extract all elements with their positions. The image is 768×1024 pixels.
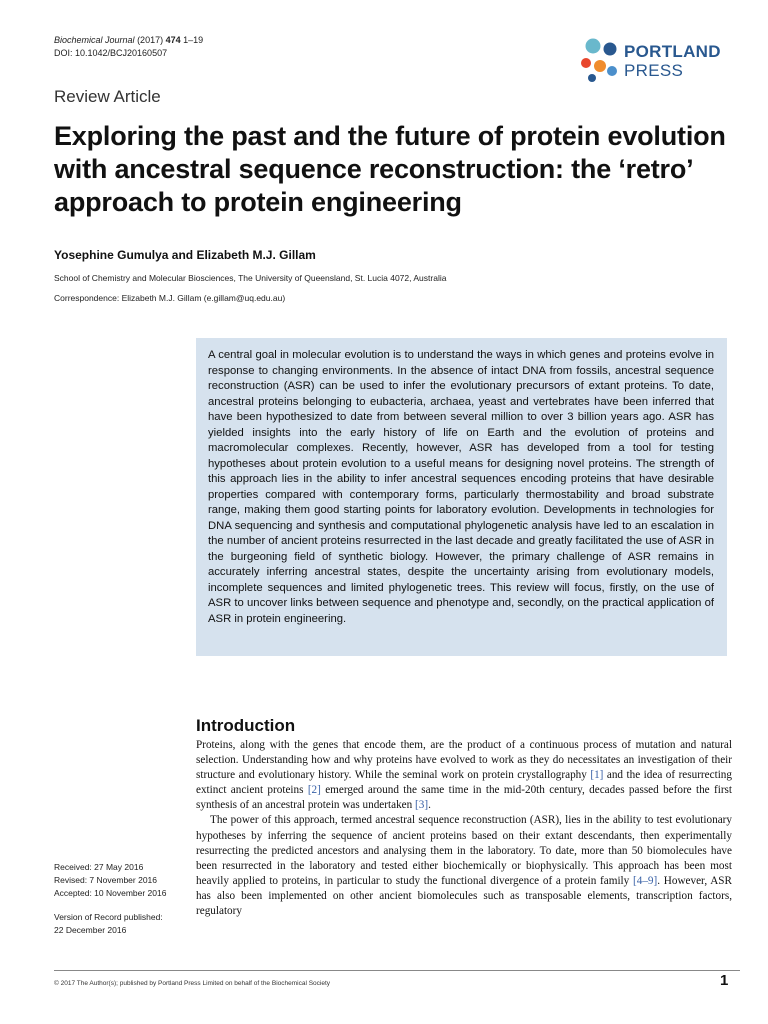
portland-press-logo[interactable] — [578, 36, 730, 84]
logo-wordmark — [624, 42, 721, 80]
logo-dots-icon — [578, 36, 624, 84]
doi[interactable]: DOI: 10.1042/BCJ20160507 — [54, 48, 168, 58]
authors: Yosephine Gumulya and Elizabeth M.J. Gillam — [54, 248, 316, 262]
citation-link[interactable]: [2] — [307, 784, 321, 797]
intro-text: Proteins, along with the genes that encode them, are the product of a continuous process of mutation and natural selection. Understanding how and why proteins have evolved to work as they do necessitates an investigation of their structure and evolutionary history. While the seminal work on protein crystallography — [196, 739, 732, 782]
article-type: Review Article — [54, 87, 161, 106]
introduction-heading: Introduction — [196, 716, 296, 735]
abstract-box — [196, 338, 727, 656]
revised-date: Revised: 7 November 2016 — [54, 875, 158, 885]
journal-pages: 1–19 — [183, 35, 204, 45]
version-of-record — [54, 911, 163, 937]
accepted-date: Accepted: 10 November 2016 — [54, 888, 167, 898]
citation-link[interactable]: [1] — [590, 769, 604, 782]
affiliation: School of Chemistry and Molecular Biosciences, The University of Queensland, St. Lucia 4072, Australia — [54, 273, 447, 283]
citation-link[interactable]: [3] — [415, 799, 429, 812]
intro-text: . — [428, 799, 431, 812]
intro-text: . However, ASR has also been implemented on other ancient biomolecules such as transposable elements, transcription factors, regulatory — [196, 874, 732, 918]
journal-volume: 474 — [165, 35, 181, 45]
page-number: 1 — [720, 972, 729, 989]
footer-divider — [54, 970, 740, 971]
vor-label: Version of Record published: — [54, 912, 163, 922]
intro-paragraph-2 — [196, 813, 732, 919]
abstract-text: A central goal in molecular evolution is to understand the ways in which genes and proteins evolve in response to changing environments. In the absence of intact DNA from fossils, ancestral sequence reconstruction (ASR) can be used to infer the evolutionary precursors of extant proteins. To date, ancestral proteins belonging to eubacteria, archaea, yeast and vertebrates have been inferred that have been hypothesized to date from between several million to over 3 billion years ago. ASR has yielded insights into the early history of life on Earth and the evolution of proteins and macromolecular complexes. Recently, however, ASR has developed from a tool for testing hypotheses about protein evolution to a useful means for designing novel proteins. The strength of this approach lies in the ability to infer ancestral sequences encoding proteins that have desirable properties compared with contemporary forms, particularly thermostability and broad substrate range, making them good starting points for laboratory evolution. Developments in technologies for DNA sequencing and synthesis and computational phylogenetic analysis have led to an escalation in the number of ancient proteins resurrected in the last decade and greatly facilitated the use of ASR in the burgeoning field of synthetic biology. However, the primary challenge of ASR remains in accurately inferring ancestral states, despite the uncertainty arising from evolutionary models, incomplete sequences and limited phylogenetic trees. This review will focus, firstly, on the use of ASR to uncover links between sequence and phenotype and, secondly, on the practical application of ASR in protein engineering. — [208, 349, 714, 625]
intro-text: The power of this approach, termed ancestral sequence reconstruction (ASR), lies in the ability to test evolutionary hypotheses by inferring the sequence of ancient proteins based on their extant descendants, then experimentally resurrecting the predicted ancestors and analysing them in the laboratory. To date, more than 50 biomolecules have been resurrected in the laboratory and tested either biochemically or biophysically. This approach has been most heavily applied to proteins, in particular to study the functional divergence of a protein family — [196, 814, 732, 887]
journal-name: Biochemical Journal — [54, 35, 135, 45]
vor-date: 22 December 2016 — [54, 925, 127, 935]
citation-link[interactable]: [4–9] — [633, 874, 658, 887]
received-date: Received: 27 May 2016 — [54, 862, 144, 872]
correspondence: Correspondence: Elizabeth M.J. Gillam (e.gillam@uq.edu.au) — [54, 293, 286, 303]
intro-text: and the idea of resurrecting extinct ancient proteins — [196, 769, 732, 797]
footer-copyright: © 2017 The Author(s); published by Portland Press Limited on behalf of the Biochemical Society — [54, 980, 331, 987]
logo-line-1: PORTLAND — [624, 42, 721, 61]
journal-year: (2017) — [137, 35, 164, 45]
introduction-body — [196, 738, 732, 919]
article-title: Exploring the past and the future of protein evolution with ancestral sequence reconstruction: the ‘retro’ approach to protein engineering — [54, 121, 726, 217]
journal-reference — [54, 34, 203, 60]
article-dates — [54, 861, 166, 900]
intro-text: emerged around the same time in the mid-20th century, decades passed before the first synthesis of an ancestral protein was undertaken — [196, 784, 733, 812]
logo-line-2: PRESS — [624, 61, 684, 80]
intro-paragraph-1 — [196, 738, 732, 813]
